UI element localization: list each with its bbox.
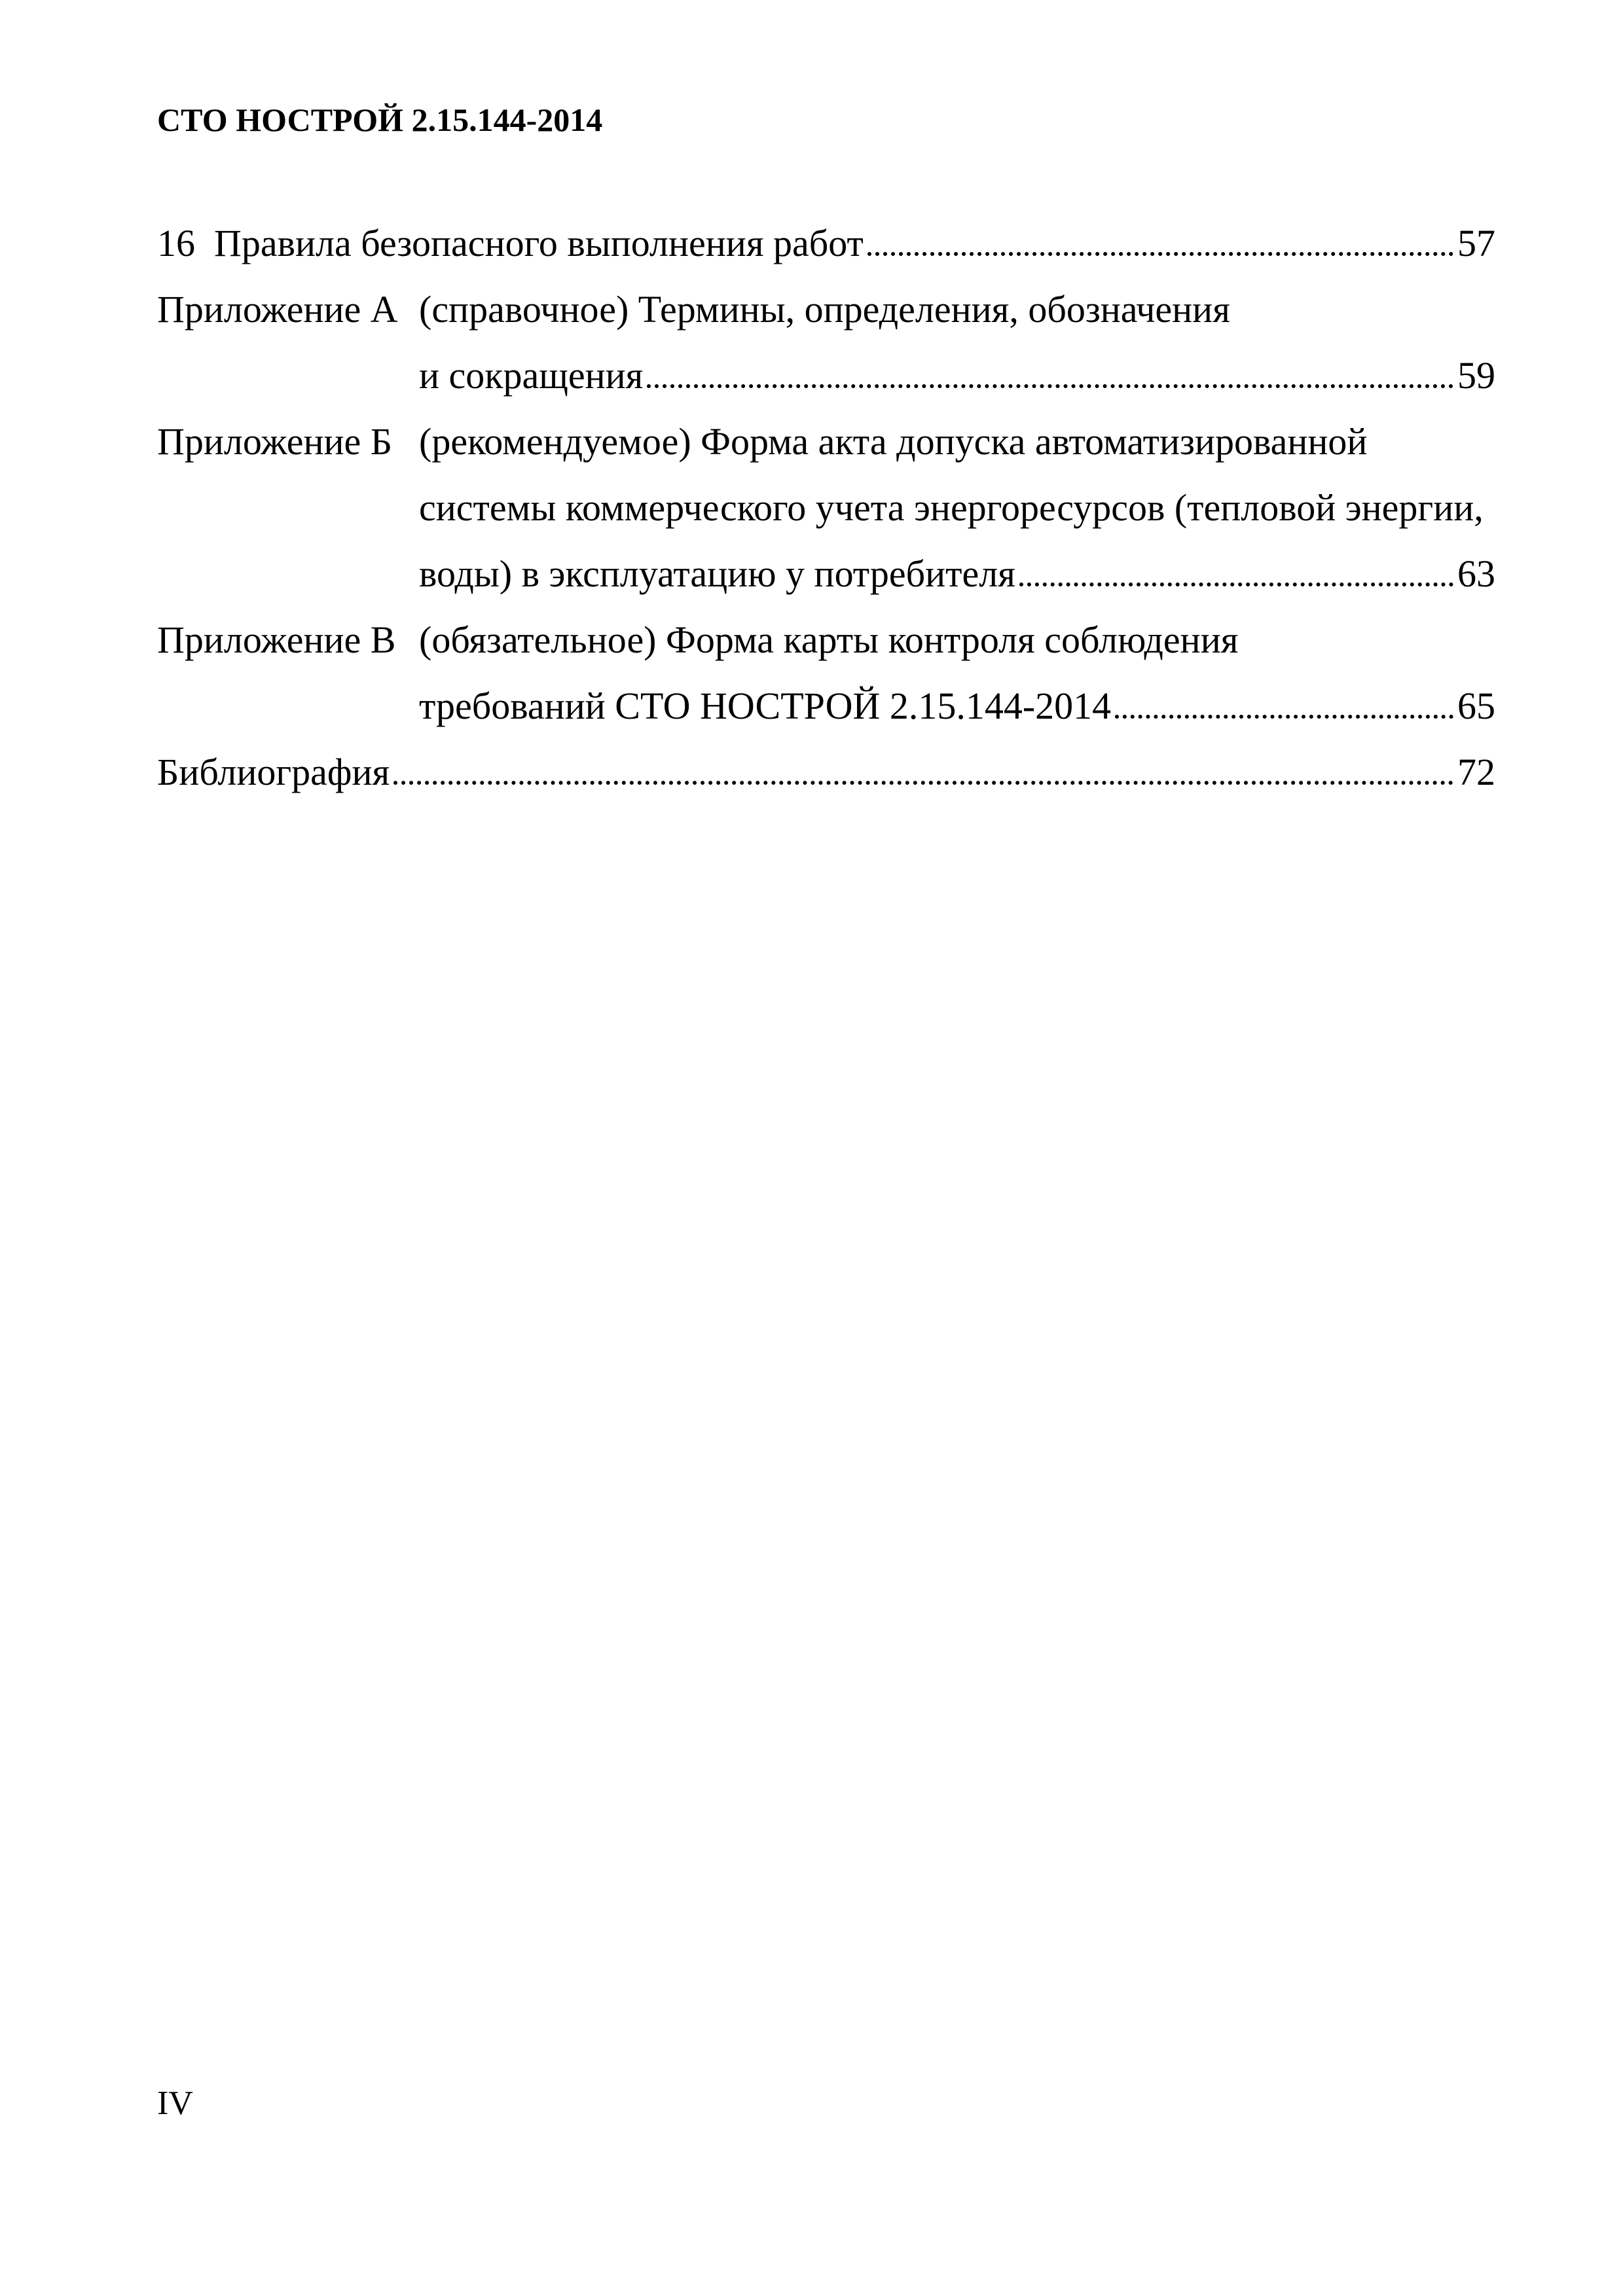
dot-leader	[1019, 573, 1453, 586]
document-header: СТО НОСТРОЙ 2.15.144-2014	[157, 101, 603, 138]
toc-page-number: 72	[1457, 751, 1495, 793]
appendix-title-line: воды) в эксплуатацию у потребителя	[419, 552, 1015, 595]
toc-entry-bibliography[interactable]	[157, 725, 1495, 791]
appendix-label: Приложение А	[157, 288, 398, 331]
bibliography-title: Библиография	[157, 751, 390, 793]
dot-leader	[647, 375, 1453, 388]
toc-page-number: 65	[1457, 685, 1495, 727]
toc-entry-appendix-b-line2[interactable]	[157, 461, 1495, 527]
appendix-title-line: (рекомендуемое) Форма акта допуска автоматизированной	[419, 420, 1368, 463]
appendix-title-line: и сокращения	[419, 354, 644, 397]
appendix-title-line: требований СТО НОСТРОЙ 2.15.144-2014	[419, 685, 1112, 727]
appendix-title-line: (справочное) Термины, определения, обозначения	[419, 288, 1230, 331]
page-number-footer: IV	[157, 2085, 193, 2122]
table-of-contents	[157, 196, 1495, 791]
toc-entry-text	[157, 224, 864, 262]
dot-leader	[867, 243, 1453, 256]
appendix-title-line: (обязательное) Форма карты контроля соблюдения	[419, 619, 1239, 661]
appendix-label: Приложение Б	[157, 420, 393, 463]
toc-entry-appendix-b-line3[interactable]	[157, 527, 1495, 593]
dot-leader	[1115, 706, 1453, 719]
toc-entry-appendix-b-line1[interactable]	[157, 395, 1495, 461]
toc-entry-appendix-a-line2[interactable]	[157, 329, 1495, 395]
toc-entry-section-16[interactable]	[157, 196, 1495, 262]
appendix-label: Приложение В	[157, 619, 396, 661]
section-title: Правила безопасного выполнения работ	[214, 222, 864, 264]
toc-page-number: 57	[1457, 222, 1495, 264]
toc-entry-appendix-a-line1[interactable]	[157, 262, 1495, 329]
section-number: 16	[157, 222, 195, 264]
toc-page-number: 59	[1457, 354, 1495, 397]
toc-page-number: 63	[1457, 552, 1495, 595]
toc-entry-appendix-v-line2[interactable]	[157, 659, 1495, 725]
dot-leader	[393, 772, 1453, 785]
appendix-title-line: системы коммерческого учета энергоресурсов (тепловой энергии,	[419, 486, 1484, 529]
toc-entry-appendix-v-line1[interactable]	[157, 593, 1495, 659]
